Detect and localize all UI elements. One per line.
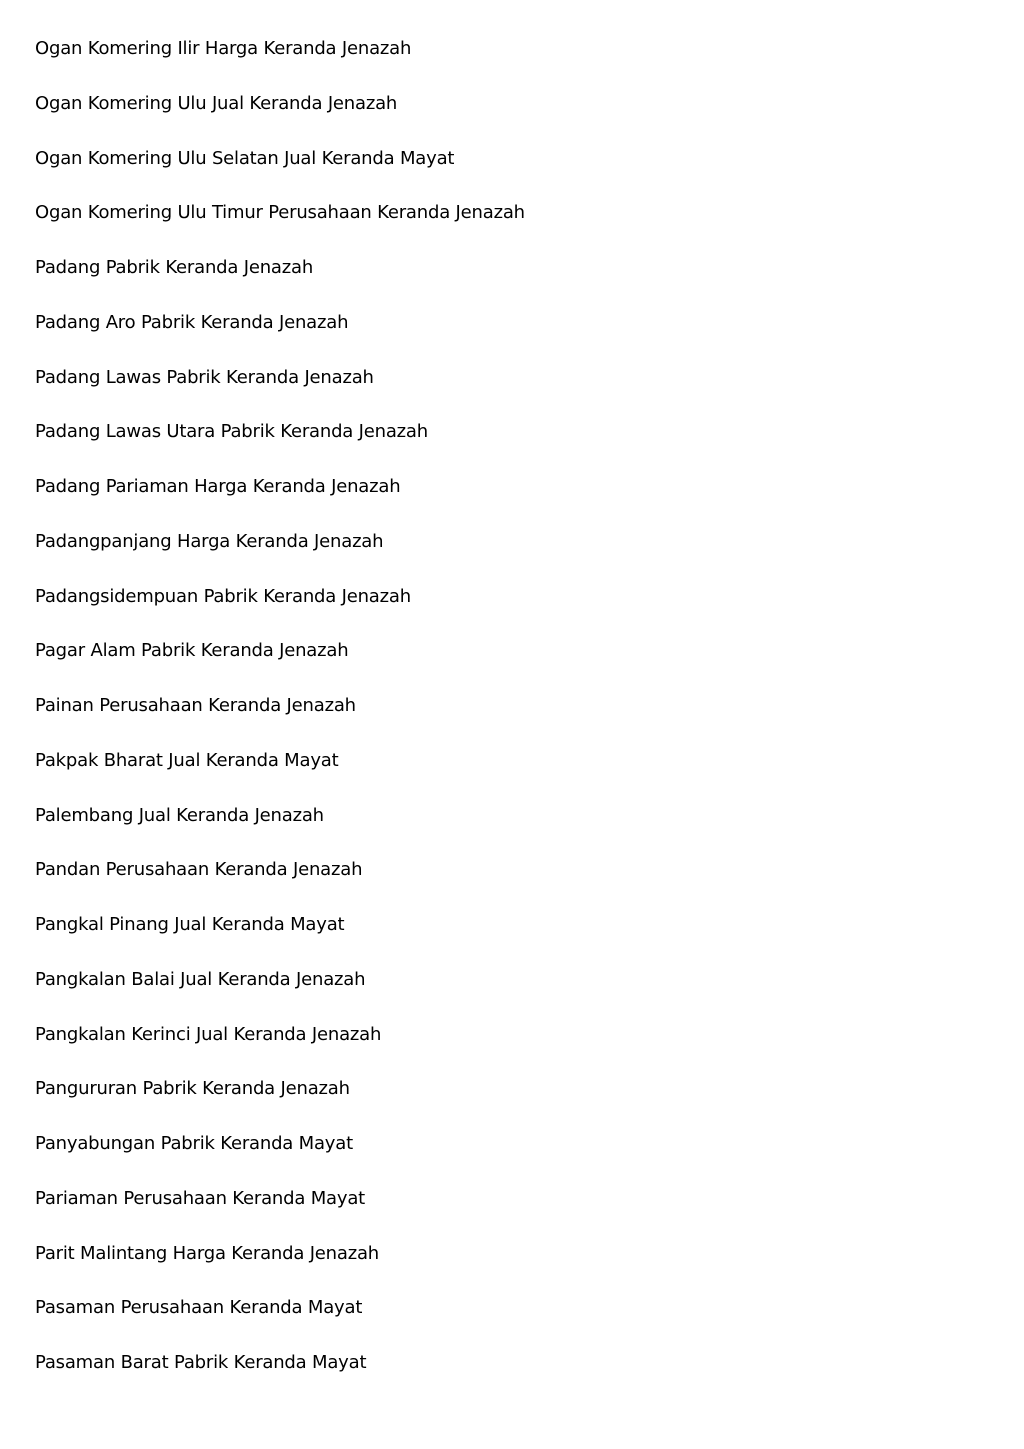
link[interactable]: Padang Aro Pabrik Keranda Jenazah: [35, 311, 349, 333]
link[interactable]: Padang Pabrik Keranda Jenazah: [35, 257, 314, 278]
link[interactable]: Pangkalan Balai Jual Keranda Jenazah: [35, 968, 366, 990]
link[interactable]: Pangururan Pabrik Keranda Jenazah: [35, 1078, 350, 1100]
list-item: [35, 255, 989, 310]
list-item: [35, 584, 989, 639]
list-item: [35, 912, 989, 967]
list-item: [35, 638, 989, 693]
link[interactable]: Palembang Jual Keranda Jenazah: [35, 804, 324, 826]
list-item: [35, 967, 989, 1022]
list-item: [35, 1076, 989, 1131]
link[interactable]: Ogan Komering Ulu Timur Perusahaan Keranda Jenazah: [35, 202, 525, 224]
list-item: [35, 857, 989, 912]
link[interactable]: Padang Lawas Utara Pabrik Keranda Jenazah: [35, 421, 428, 443]
list-item: [35, 748, 989, 803]
link[interactable]: Padang Lawas Pabrik Keranda Jenazah: [35, 366, 374, 388]
list-item: [35, 1350, 989, 1405]
list-item: [35, 91, 989, 146]
link[interactable]: Pakpak Bharat Jual Keranda Mayat: [35, 749, 339, 771]
page-content: [35, 0, 989, 1405]
list-item: [35, 803, 989, 858]
link[interactable]: Ogan Komering Ulu Selatan Jual Keranda Mayat: [35, 147, 455, 169]
list-item: [35, 310, 989, 365]
link[interactable]: Pandan Perusahaan Keranda Jenazah: [35, 859, 363, 881]
list-item: [35, 1241, 989, 1296]
list-item: [35, 1022, 989, 1077]
link[interactable]: Pariaman Perusahaan Keranda Mayat: [35, 1187, 366, 1209]
link[interactable]: Pagar Alam Pabrik Keranda Jenazah: [35, 640, 349, 662]
link[interactable]: Padangsidempuan Pabrik Keranda Jenazah: [35, 585, 411, 607]
list-item: [35, 693, 989, 748]
list-item: [35, 365, 989, 420]
list-item: [35, 1186, 989, 1241]
list-item: [35, 1131, 989, 1186]
link[interactable]: Panyabungan Pabrik Keranda Mayat: [35, 1133, 353, 1154]
list-item: [35, 419, 989, 474]
list-item: [35, 200, 989, 255]
link[interactable]: Pasaman Barat Pabrik Keranda Mayat: [35, 1352, 367, 1373]
link-list: [35, 0, 989, 1405]
link[interactable]: Ogan Komering Ilir Harga Keranda Jenazah: [35, 38, 412, 59]
link[interactable]: Pangkalan Kerinci Jual Keranda Jenazah: [35, 1023, 382, 1045]
list-item: [35, 1295, 989, 1350]
link[interactable]: Pasaman Perusahaan Keranda Mayat: [35, 1297, 363, 1319]
list-item: [35, 146, 989, 201]
link[interactable]: Padangpanjang Harga Keranda Jenazah: [35, 530, 384, 552]
link[interactable]: Painan Perusahaan Keranda Jenazah: [35, 695, 356, 716]
link[interactable]: Padang Pariaman Harga Keranda Jenazah: [35, 476, 401, 497]
list-item: [35, 36, 989, 91]
list-item: [35, 529, 989, 584]
link[interactable]: Parit Malintang Harga Keranda Jenazah: [35, 1242, 380, 1264]
link[interactable]: Ogan Komering Ulu Jual Keranda Jenazah: [35, 92, 398, 114]
list-item: [35, 474, 989, 529]
link[interactable]: Pangkal Pinang Jual Keranda Mayat: [35, 914, 345, 935]
